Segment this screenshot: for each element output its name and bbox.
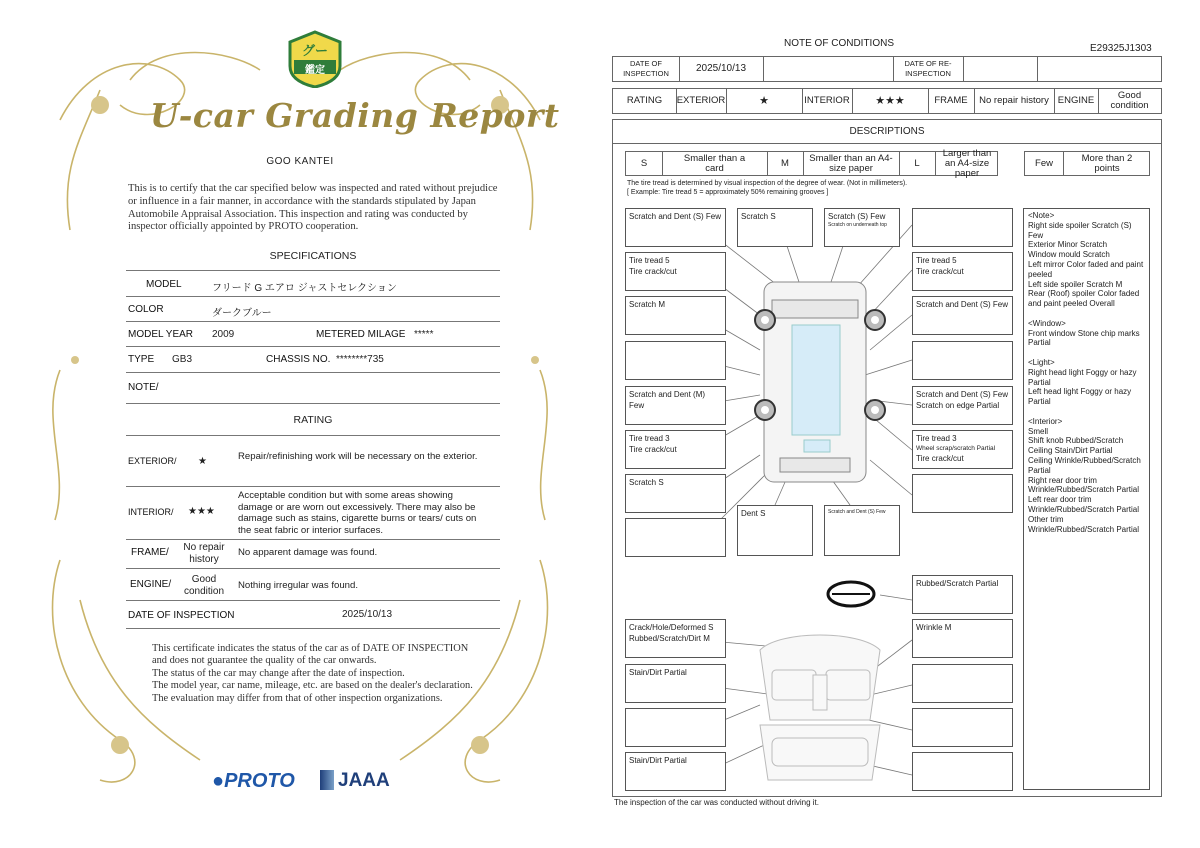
damage-box-empty xyxy=(912,341,1013,380)
damage-box-empty xyxy=(912,708,1013,747)
damage-box-left-side: Scratch M xyxy=(625,296,726,335)
jaaa-logo-text: JAAA xyxy=(338,770,390,791)
model-value: フリード G エアロ ジャストセレクション xyxy=(212,283,397,294)
jaaa-logo xyxy=(320,770,390,792)
note-label: NOTE/ xyxy=(128,382,159,393)
descriptions-heading: DESCRIPTIONS xyxy=(849,126,925,137)
interior-label: INTERIOR/ xyxy=(128,507,174,517)
legend-l: L xyxy=(914,157,920,169)
damage-box-right-side: Scratch and Dent (S) Few xyxy=(912,296,1013,335)
damage-box-rear-hatch: Scratch and Dent (S) Few xyxy=(824,505,900,556)
frame-rating: No repair history xyxy=(979,95,1049,106)
model-year-value: 2009 xyxy=(212,329,235,340)
damage-box-dashboard xyxy=(625,619,726,658)
exterior-header: EXTERIOR xyxy=(676,95,726,106)
frame-label: FRAME/ xyxy=(131,547,169,558)
dashboard-damage-text: Rubbed/Scratch/Dirt M xyxy=(629,634,710,643)
report-subtitle: GOO KANTEI xyxy=(266,156,334,167)
tire-crack-text: Tire crack/cut xyxy=(629,445,677,454)
damage-box-empty xyxy=(625,518,726,557)
reference-number: E29325J1303 xyxy=(1090,43,1152,54)
rating-table xyxy=(612,88,1162,114)
divider xyxy=(126,296,500,297)
frame-description: No apparent damage was found. xyxy=(238,547,378,558)
engine-header: ENGINE xyxy=(1057,95,1095,106)
damage-box-empty xyxy=(912,474,1013,513)
interior-stars: ★★★ xyxy=(188,506,215,517)
legend-few: Few xyxy=(1035,157,1053,169)
proto-logo-text: PROTO xyxy=(224,770,295,792)
type-label: TYPE xyxy=(128,354,155,365)
rating-header: RATING xyxy=(626,95,663,106)
damage-box-rear-seat: Stain/Dirt Partial xyxy=(625,752,726,791)
divider xyxy=(126,346,500,347)
damage-box-front-seat: Stain/Dirt Partial xyxy=(625,664,726,703)
damage-box-right-rear-door xyxy=(912,386,1013,425)
interior-description: Acceptable condition but with some areas showing damage or are worn out excessively. There may also be damage such as stains, cigarette burns or tears/ cuts on the seat fabric or interior surfaces. xyxy=(238,490,477,536)
divider xyxy=(126,403,500,404)
wheel-scrap-text: Wheel scrap/scratch Partial xyxy=(916,445,996,452)
damage-box-roof xyxy=(824,208,900,247)
damage-box-empty xyxy=(625,341,726,380)
dashboard-damage-text: Crack/Hole/Deformed S xyxy=(629,623,714,632)
legend-m-desc: Smaller than an A4-size paper xyxy=(809,152,893,174)
condition-notes xyxy=(1023,208,1150,790)
damage-box-tire-rear-left xyxy=(625,430,726,469)
tire-tread-text: Tire tread 5 xyxy=(916,256,957,265)
divider xyxy=(126,486,500,487)
damage-box-steering-wheel: Rubbed/Scratch Partial xyxy=(912,575,1013,614)
inspection-date-table xyxy=(612,56,1162,82)
engine-description: Nothing irregular was found. xyxy=(238,580,358,591)
divider xyxy=(126,600,500,601)
few-legend xyxy=(1024,151,1150,176)
exterior-stars: ★ xyxy=(198,456,207,467)
chassis-value: ********735 xyxy=(336,354,384,365)
model-year-label: MODEL YEAR xyxy=(128,329,194,340)
conditions-heading: NOTE OF CONDITIONS xyxy=(784,38,894,49)
damage-text: Scratch and Dent (S) Few xyxy=(916,390,1009,399)
legend-m: M xyxy=(781,157,789,169)
report-title: U-car Grading Report xyxy=(150,96,560,135)
condition-notes-text: <Note> Right side spoiler Scratch (S) Few Exterior Minor Scratch Window mould Scratch Left mirror Color faded and paint peeled Left side spoiler Scratch M Rear (Roof) spoiler Color faded and paint peeled Overall <Window> Front window Stone chip marks Partial <Light> Right head light Foggy or hazy Partial Left head light Foggy or hazy Partial <Interior> Smell Shift knob Rubbed/Scratch Ceiling Stain/Dirt Partial Ceiling Wrinkle/Rubbed/Scratch Partial Right rear door trim Wrinkle/Rubbed/Scratch Partial Left rear door trim Wrinkle/Rubbed/Scratch Partial Other trim Wrinkle/Rubbed/Scratch Partial xyxy=(1028,211,1144,534)
legend-s: S xyxy=(640,157,648,169)
engine-label: ENGINE/ xyxy=(130,579,172,590)
damage-box-ceiling: Wrinkle M xyxy=(912,619,1013,658)
size-legend xyxy=(625,147,998,179)
conditions-footer: The inspection of the car was conducted without driving it. xyxy=(614,798,819,807)
divider xyxy=(126,321,500,322)
chassis-label: CHASSIS NO. xyxy=(266,354,331,365)
damage-box-tire-front-right xyxy=(912,252,1013,291)
damage-text: Scratch on edge Partial xyxy=(916,401,1000,410)
interior-header: INTERIOR xyxy=(804,95,850,106)
date-of-inspection-label: DATE OF INSPECTION xyxy=(128,610,235,621)
damage-box-rear-left: Scratch S xyxy=(625,474,726,513)
roof-detail-text: Scratch on underneath top xyxy=(828,222,887,228)
divider xyxy=(612,143,1162,144)
divider xyxy=(126,270,500,271)
interior-rating: ★★★ xyxy=(875,95,905,107)
divider xyxy=(126,539,500,540)
type-value: GB3 xyxy=(172,354,193,365)
divider xyxy=(126,628,500,629)
divider xyxy=(126,372,500,373)
damage-box-empty xyxy=(625,708,726,747)
tire-note: The tire tread is determined by visual inspection of the degree of wear. (Not in millimeters). xyxy=(627,180,908,187)
rating-heading: RATING xyxy=(293,414,333,426)
re-inspection-value xyxy=(963,57,1037,81)
metered-mileage-label: METERED MILAGE xyxy=(316,329,406,340)
roof-damage-text: Scratch (S) Few xyxy=(828,212,886,221)
tire-tread-text: Tire tread 3 xyxy=(629,434,670,443)
frame-value: No repair history xyxy=(183,542,225,565)
damage-box-rear-bumper: Dent S xyxy=(737,505,813,556)
engine-value: Good condition xyxy=(183,574,225,597)
tire-example: [ Example: Tire tread 5 = approximately 50% remaining grooves ] xyxy=(627,189,829,196)
proto-logo: ●PROTO xyxy=(212,770,295,792)
exterior-label: EXTERIOR/ xyxy=(128,456,177,466)
certification-text: This is to certify that the car specified below was inspected and rated without prejudice or influence in a fair manner, in accordance with the standards stipulated by Japan Automobile Appraisal Association. This inspection and rating was conducted by inspector officially appointed by PROTO cooperation. xyxy=(128,183,498,233)
badge-main-text: 鑑定 xyxy=(305,65,325,76)
tire-crack-text: Tire crack/cut xyxy=(916,454,964,463)
certificate-footer: This certificate indicates the status of the car as of DATE OF INSPECTION and does not guarantee the quality of the car onwards. The status of the car may change after the date of inspection. The model year, car name, mileage, etc. are based on the dealer's declaration. The evaluation may differ from that of other inspection organizations. xyxy=(152,643,473,704)
goo-kantei-badge xyxy=(286,30,344,88)
damage-box-left-rear-door: Scratch and Dent (M) Few xyxy=(625,386,726,425)
metered-mileage-value: ***** xyxy=(414,329,434,340)
tire-crack-text: Tire crack/cut xyxy=(916,267,964,276)
legend-few-desc: More than 2 points xyxy=(1081,152,1133,174)
color-value: ダークブルー xyxy=(212,308,272,319)
specifications-heading: SPECIFICATIONS xyxy=(269,250,357,262)
divider xyxy=(126,435,500,436)
tire-tread-text: Tire tread 5 xyxy=(629,256,670,265)
exterior-rating: ★ xyxy=(759,95,769,107)
jaaa-logo-mark xyxy=(320,770,334,790)
damage-box-empty xyxy=(912,664,1013,703)
damage-box-empty xyxy=(912,208,1013,247)
legend-l-desc: Larger than an A4-size paper xyxy=(942,147,992,179)
engine-rating: Good condition xyxy=(1110,90,1149,111)
date-of-inspection-header: DATE OF INSPECTION xyxy=(623,59,669,78)
damage-box-tire-rear-right xyxy=(912,430,1013,469)
badge-top-text: グー xyxy=(301,43,328,58)
damage-box-front-left: Scratch and Dent (S) Few xyxy=(625,208,726,247)
color-label: COLOR xyxy=(128,304,164,315)
date-of-inspection-value: 2025/10/13 xyxy=(342,609,393,620)
re-inspection-header: DATE OF RE-INSPECTION xyxy=(904,59,952,78)
damage-box-empty xyxy=(912,752,1013,791)
tire-crack-text: Tire crack/cut xyxy=(629,267,677,276)
exterior-description: Repair/refinishing work will be necessary on the exterior. xyxy=(238,451,478,462)
damage-box-hood: Scratch S xyxy=(737,208,813,247)
model-label: MODEL xyxy=(146,279,182,290)
steering-wheel-icon xyxy=(828,582,874,606)
damage-box-tire-front-left xyxy=(625,252,726,291)
tire-tread-text: Tire tread 3 xyxy=(916,434,957,443)
frame-header: FRAME xyxy=(934,95,968,106)
date-of-inspection-value: 2025/10/13 xyxy=(695,63,747,74)
divider xyxy=(126,568,500,569)
legend-s-desc: Smaller than a card xyxy=(683,152,746,174)
